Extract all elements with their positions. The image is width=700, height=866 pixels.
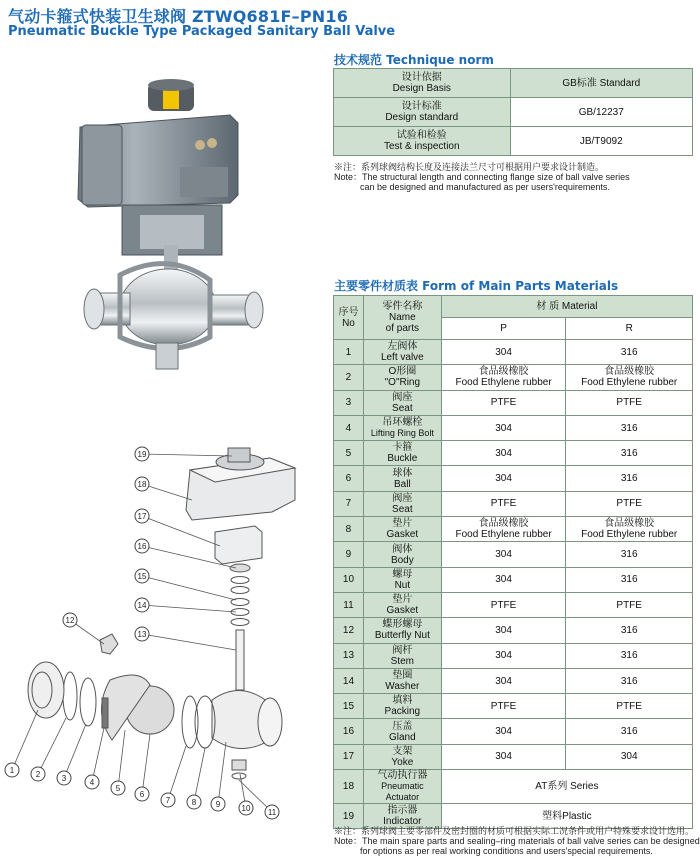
part-material-r: PTFE: [566, 592, 693, 617]
part-no: 2: [334, 365, 364, 390]
header-col-p: P: [441, 318, 566, 340]
table-row: [334, 365, 693, 390]
part-material-p: 304: [441, 744, 566, 769]
part-material-p: 304: [441, 542, 566, 567]
part-material-p: 食品级橡胶 Food Ethylene rubber: [441, 365, 566, 390]
table-row: [334, 542, 693, 567]
part-no: 15: [334, 694, 364, 719]
part-name: 卡箍 Buckle: [363, 441, 441, 466]
part-no: 6: [334, 466, 364, 491]
part-name: 螺母 Nut: [363, 567, 441, 592]
part-no: 8: [334, 517, 364, 542]
callout-number: 19: [137, 450, 147, 459]
callout-leader: [142, 484, 192, 500]
table-row: [334, 719, 693, 744]
part-material-p: PTFE: [441, 592, 566, 617]
table-row: [334, 441, 693, 466]
page-title-en: Pneumatic Buckle Type Packaged Sanitary Ball Valve: [8, 24, 396, 39]
table-row: [334, 340, 693, 365]
table-row: [334, 69, 693, 98]
part-material-p: 304: [441, 719, 566, 744]
technique-label: 设计依据 Design Basis: [334, 69, 511, 98]
callout-number: 5: [115, 784, 121, 793]
callout-leader: [118, 730, 125, 788]
part-material-r: 316: [566, 542, 693, 567]
part-material-p: PTFE: [441, 491, 566, 516]
part-no: 17: [334, 744, 364, 769]
part-material-p: 304: [441, 340, 566, 365]
callout-number: 15: [137, 572, 147, 581]
callout-leader: [218, 742, 226, 804]
part-material-r: 316: [566, 466, 693, 491]
callout-number: 18: [137, 480, 147, 489]
callout-number: 16: [137, 542, 147, 551]
callout-leader: [142, 576, 236, 600]
callout-leader: [142, 634, 236, 650]
part-material-p: 304: [441, 668, 566, 693]
part-material-p: 食品级橡胶 Food Ethylene rubber: [441, 517, 566, 542]
callout-leader: [142, 605, 236, 612]
callout-leader: [142, 734, 150, 794]
part-material-p: 304: [441, 618, 566, 643]
table-row: [334, 668, 693, 693]
part-material-r: PTFE: [566, 390, 693, 415]
table-row: [334, 567, 693, 592]
callout-number: 12: [65, 616, 75, 625]
part-no: 16: [334, 719, 364, 744]
technique-note: ※注：系列球阀结构长度及连接法兰尺寸可根据用户要求设计制造。 Note：The structural length and connecting flange size of ball valve series can be designed and manufactured as per users'requirements.: [334, 162, 630, 192]
part-name: 垫片 Gasket: [363, 517, 441, 542]
part-name: 左阀体 Left valve: [363, 340, 441, 365]
part-material-r: 304: [566, 744, 693, 769]
part-material-p: 304: [441, 567, 566, 592]
part-no: 7: [334, 491, 364, 516]
table-row: [334, 618, 693, 643]
technique-section-title: 技术规范 Technique norm: [334, 53, 494, 67]
part-material-p: 304: [441, 441, 566, 466]
callout-number: 2: [35, 770, 41, 779]
table-row: [334, 390, 693, 415]
table-row: [334, 491, 693, 516]
technique-label: 试验和检验 Test & inspection: [334, 127, 511, 156]
part-no: 4: [334, 415, 364, 440]
parts-section-title: 主要零件材质表 Form of Main Parts Materials: [334, 279, 619, 293]
callout-number: 3: [61, 774, 67, 783]
header-no: 序号 No: [334, 296, 364, 340]
part-no: 11: [334, 592, 364, 617]
callout-leader: [168, 746, 186, 800]
part-name: 垫圈 Washer: [363, 668, 441, 693]
table-row: [334, 415, 693, 440]
parts-table-body: [334, 340, 693, 829]
part-material: AT系列 Series: [441, 770, 692, 804]
page-title-cn: 气动卡箍式快装卫生球阀 ZTWQ681F–PN16: [8, 7, 349, 26]
part-no: 13: [334, 643, 364, 668]
part-no: 9: [334, 542, 364, 567]
part-material-r: 316: [566, 668, 693, 693]
part-material-r: 316: [566, 340, 693, 365]
part-material-r: 316: [566, 567, 693, 592]
part-material-r: 316: [566, 618, 693, 643]
part-name: O形圈 "O"Ring: [363, 365, 441, 390]
part-name: 球体 Ball: [363, 466, 441, 491]
part-material-p: PTFE: [441, 390, 566, 415]
part-name: 压盖 Gland: [363, 719, 441, 744]
header-col-r: R: [566, 318, 693, 340]
part-name: 阀体 Body: [363, 542, 441, 567]
part-material-r: 316: [566, 719, 693, 744]
table-row: [334, 744, 693, 769]
part-name: 垫片 Gasket: [363, 592, 441, 617]
part-material-p: 304: [441, 466, 566, 491]
valve-product-illustration: [60, 75, 270, 385]
part-no: 3: [334, 390, 364, 415]
callout-number: 7: [165, 796, 171, 805]
part-name: 吊环螺栓 Lifting Ring Bolt: [363, 415, 441, 440]
part-material-r: PTFE: [566, 694, 693, 719]
part-name: 气动执行器 Pneumatic Actuator: [363, 770, 441, 804]
part-material-p: PTFE: [441, 694, 566, 719]
table-row: [334, 466, 693, 491]
table-row: [334, 694, 693, 719]
table-row: [334, 98, 693, 127]
part-no: 18: [334, 770, 364, 804]
part-material-p: 304: [441, 643, 566, 668]
part-material-r: 316: [566, 643, 693, 668]
part-no: 5: [334, 441, 364, 466]
part-no: 1: [334, 340, 364, 365]
callout-number: 13: [137, 630, 147, 639]
callout-number: 1: [9, 766, 15, 775]
part-name: 蝶形螺母 Butterfly Nut: [363, 618, 441, 643]
table-row: [334, 127, 693, 156]
parts-note: ※注：系列球阀主要零部件及密封圈的材质可根据实际工况条件或用户特殊要求设计选用。 Note：The main spare parts and sealing–ring materials of ball valve series can be designed for options as per real working conditions and users'special requirements.: [334, 826, 700, 856]
part-material-r: 316: [566, 415, 693, 440]
part-material-r: PTFE: [566, 491, 693, 516]
callout-leader: [12, 710, 38, 770]
callout-leader: [92, 728, 104, 782]
callout-number: 11: [267, 808, 277, 817]
callout-number: 8: [191, 798, 197, 807]
table-row: [334, 592, 693, 617]
header-material: 材 质 Material: [441, 296, 692, 318]
part-material-p: 304: [441, 415, 566, 440]
table-row: [334, 517, 693, 542]
table-row: [334, 770, 693, 804]
callout-leader: [38, 718, 66, 774]
part-name: 指示器 Indicator: [363, 804, 441, 829]
technique-value: GB标准 Standard: [510, 69, 693, 98]
part-material: 塑料Plastic: [441, 804, 692, 829]
part-no: 12: [334, 618, 364, 643]
callout-number: 10: [241, 804, 251, 813]
header-name: 零件名称 Name of parts: [363, 296, 441, 340]
parts-table: [333, 295, 693, 829]
part-name: 阀座 Seat: [363, 390, 441, 415]
callout-leader: [194, 748, 205, 802]
table-header-row: [334, 296, 693, 318]
exploded-diagram: [0, 440, 320, 860]
part-no: 14: [334, 668, 364, 693]
callout-number: 14: [137, 601, 147, 610]
callout-number: 4: [89, 778, 95, 787]
part-material-r: 316: [566, 441, 693, 466]
callout-leader: [142, 516, 220, 546]
part-material-r: 食品级橡胶 Food Ethylene rubber: [566, 517, 693, 542]
part-name: 填料 Packing: [363, 694, 441, 719]
technique-label: 设计标准 Design standard: [334, 98, 511, 127]
part-name: 阀杆 Stem: [363, 643, 441, 668]
part-no: 19: [334, 804, 364, 829]
part-material-r: 食品级橡胶 Food Ethylene rubber: [566, 365, 693, 390]
technique-value: JB/T9092: [510, 127, 693, 156]
callout-number: 6: [139, 790, 145, 799]
part-name: 支架 Yoke: [363, 744, 441, 769]
technique-value: GB/12237: [510, 98, 693, 127]
callout-leader: [142, 454, 232, 456]
part-no: 10: [334, 567, 364, 592]
callout-number: 9: [215, 800, 221, 809]
table-row: [334, 643, 693, 668]
callout-number: 17: [137, 512, 147, 521]
part-name: 阀座 Seat: [363, 491, 441, 516]
callout-leader: [64, 724, 86, 778]
technique-table: [333, 68, 693, 156]
